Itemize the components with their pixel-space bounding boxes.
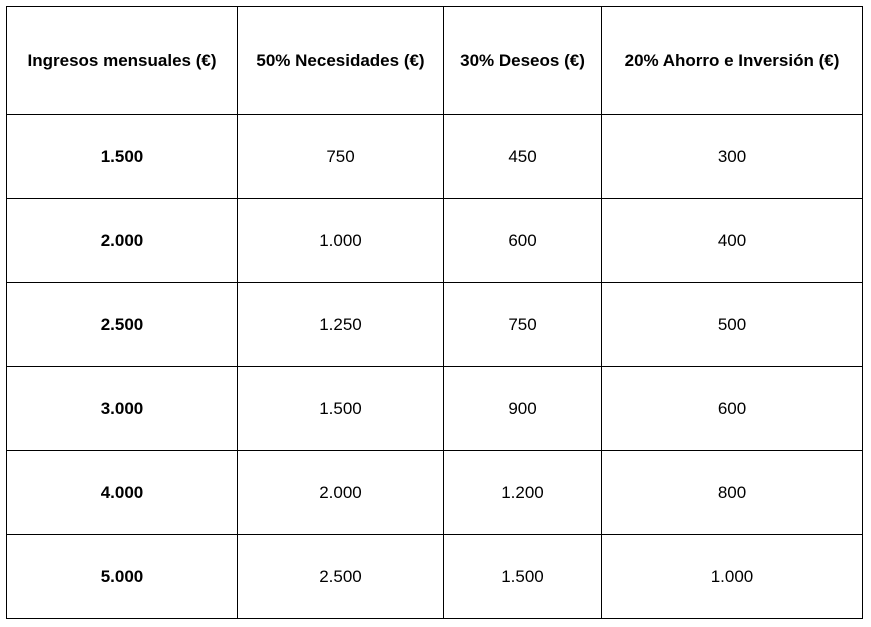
cell-needs: 2.000	[238, 451, 444, 535]
cell-savings: 800	[602, 451, 863, 535]
table-row	[7, 199, 863, 283]
header-wants: 30% Deseos (€)	[444, 7, 602, 115]
budget-table-container	[6, 6, 863, 619]
cell-needs: 1.500	[238, 367, 444, 451]
cell-needs: 1.250	[238, 283, 444, 367]
cell-income: 4.000	[7, 451, 238, 535]
cell-wants: 1.200	[444, 451, 602, 535]
cell-wants: 450	[444, 115, 602, 199]
cell-savings: 300	[602, 115, 863, 199]
header-needs: 50% Necesidades (€)	[238, 7, 444, 115]
cell-savings: 400	[602, 199, 863, 283]
table-header	[7, 7, 863, 115]
cell-wants: 1.500	[444, 535, 602, 619]
cell-income: 2.000	[7, 199, 238, 283]
table-row	[7, 283, 863, 367]
header-savings: 20% Ahorro e Inversión (€)	[602, 7, 863, 115]
cell-savings: 500	[602, 283, 863, 367]
cell-income: 1.500	[7, 115, 238, 199]
header-income: Ingresos mensuales (€)	[7, 7, 238, 115]
table-row	[7, 367, 863, 451]
cell-needs: 750	[238, 115, 444, 199]
cell-wants: 750	[444, 283, 602, 367]
cell-wants: 600	[444, 199, 602, 283]
cell-needs: 1.000	[238, 199, 444, 283]
table-row	[7, 115, 863, 199]
cell-savings: 1.000	[602, 535, 863, 619]
cell-income: 5.000	[7, 535, 238, 619]
cell-needs: 2.500	[238, 535, 444, 619]
header-row	[7, 7, 863, 115]
table-row	[7, 535, 863, 619]
cell-income: 3.000	[7, 367, 238, 451]
cell-wants: 900	[444, 367, 602, 451]
table-body	[7, 115, 863, 619]
cell-savings: 600	[602, 367, 863, 451]
table-row	[7, 451, 863, 535]
cell-income: 2.500	[7, 283, 238, 367]
budget-table	[6, 6, 863, 619]
